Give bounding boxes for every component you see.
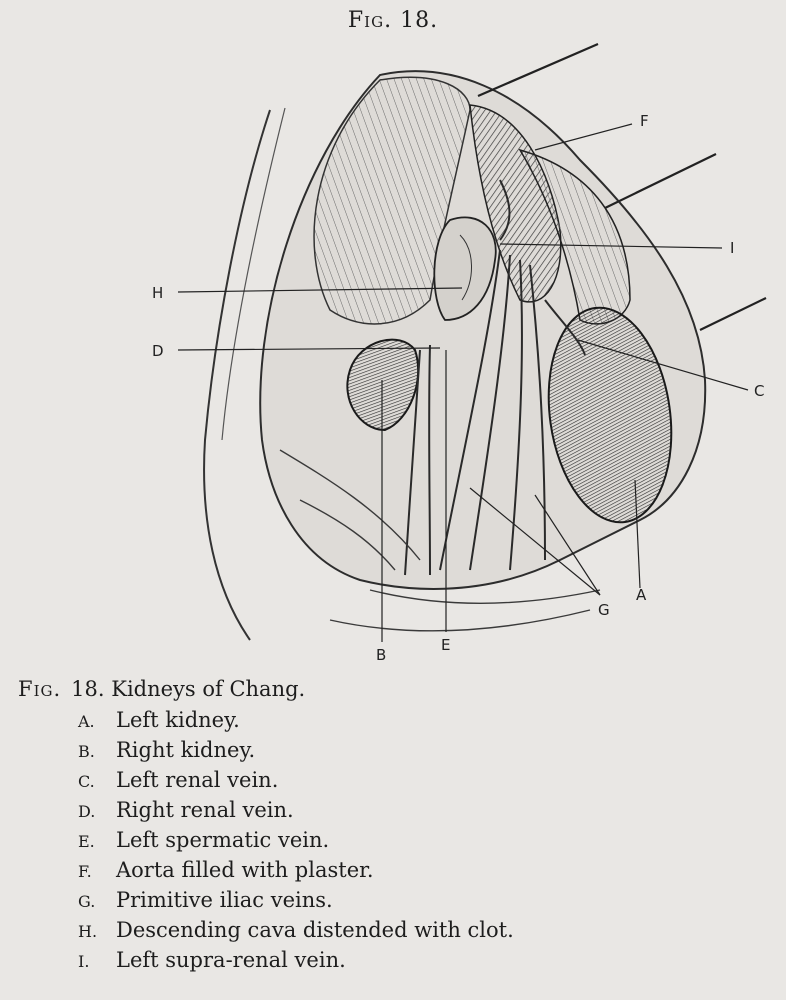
legend-letter: E. <box>78 832 95 852</box>
label-E: E <box>441 636 451 654</box>
legend-item <box>78 827 778 854</box>
figure-caption <box>18 676 778 977</box>
legend-letter: H. <box>78 922 98 942</box>
legend-item <box>78 797 778 824</box>
legend-item <box>78 767 778 794</box>
label-A: A <box>636 586 647 604</box>
label-I: I <box>730 239 735 257</box>
legend-text: Primitive iliac veins. <box>116 888 333 913</box>
legend-item <box>78 737 778 764</box>
caption-fig-number: 18. <box>71 677 105 701</box>
caption-title: Kidneys of Chang. <box>111 677 306 701</box>
label-G: G <box>598 601 610 619</box>
legend-item <box>78 857 778 884</box>
legend-letter: G. <box>78 892 96 912</box>
label-F: F <box>640 112 649 130</box>
legend-text: Left spermatic vein. <box>116 828 330 853</box>
legend-letter: C. <box>78 772 95 792</box>
legend-letter: A. <box>78 712 95 732</box>
legend-text: Left kidney. <box>116 708 240 733</box>
legend-letter: D. <box>78 802 96 822</box>
legend-letter: B. <box>78 742 95 762</box>
legend-text: Right kidney. <box>116 738 256 763</box>
label-B: B <box>376 646 387 664</box>
legend-list <box>18 707 778 974</box>
legend-item <box>78 947 778 974</box>
legend-letter: I. <box>78 952 90 972</box>
body-wall-outline <box>204 110 270 640</box>
label-H: H <box>152 284 164 302</box>
caption-heading <box>18 676 778 703</box>
legend-text: Descending cava distended with clot. <box>116 918 514 943</box>
caption-fig-prefix: Fig. <box>18 677 62 701</box>
legend-letter: F. <box>78 862 92 882</box>
legend-item <box>78 887 778 914</box>
legend-text: Left supra-renal vein. <box>116 948 346 973</box>
figure-number-heading: Fig. 18. <box>347 8 439 33</box>
label-C: C <box>754 382 765 400</box>
legend-item <box>78 917 778 944</box>
legend-text: Left renal vein. <box>116 768 279 793</box>
legend-item <box>78 707 778 734</box>
label-D: D <box>152 342 164 360</box>
legend-text: Right renal vein. <box>116 798 294 823</box>
legend-text: Aorta filled with plaster. <box>116 858 374 883</box>
